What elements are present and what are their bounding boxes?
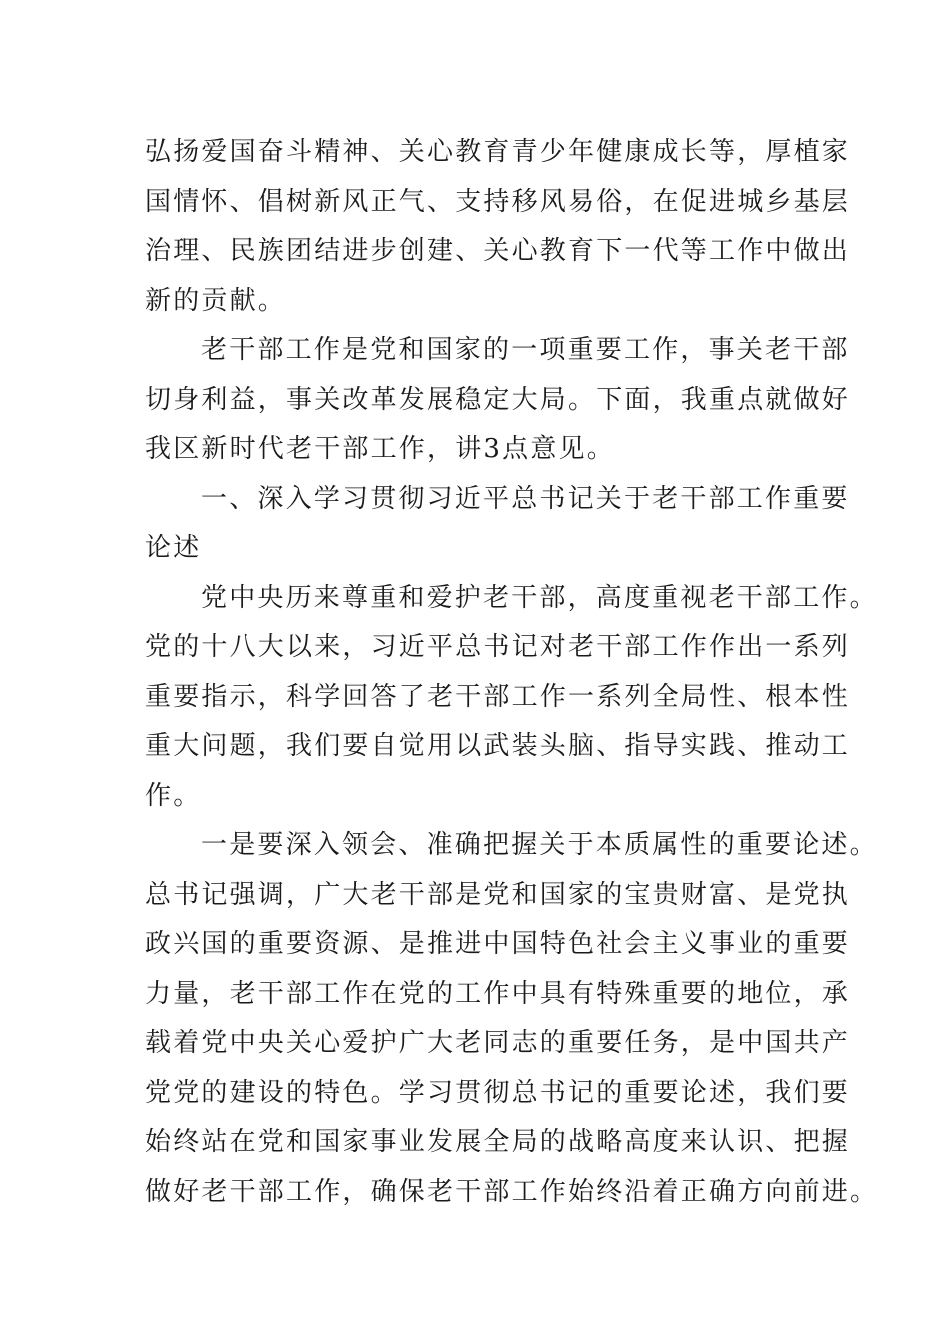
- section-heading-1: [145, 475, 850, 574]
- text-line: 一、深入学习贯彻习近平总书记关于老干部工作重要: [201, 483, 850, 514]
- paragraph-4: [145, 821, 879, 1217]
- text-line: 老干部工作是党和国家的一项重要工作，事关老干部: [201, 335, 850, 365]
- text-line: 作。: [145, 780, 202, 811]
- text-line: 我区新时代老干部工作，讲3点意见。: [145, 434, 615, 464]
- document-body: [145, 128, 879, 1217]
- text-line: 始终站在党和国家事业发展全局的战略高度来认识、把握: [145, 1127, 851, 1157]
- text-line: 党的十八大以来，习近平总书记对老干部工作作出一系列: [145, 632, 851, 662]
- text-line: 切身利益，事关改革发展稳定大局。下面，我重点就做好: [145, 384, 851, 415]
- paragraph-2: [145, 326, 851, 475]
- text-line: 弘扬爱国奋斗精神、关心教育青少年健康成长等，厚植家: [145, 137, 851, 167]
- text-line: 重要指示，科学回答了老干部工作一系列全局性、根本性: [145, 681, 851, 712]
- text-line: 一是要深入领会、准确把握关于本质属性的重要论述。: [201, 830, 878, 860]
- text-line: 总书记强调，广大老干部是党和国家的宝贵财富、是党执: [145, 879, 851, 910]
- text-line: 政兴国的重要资源、是推进中国特色社会主义事业的重要: [145, 929, 851, 959]
- paragraph-3: [145, 574, 878, 822]
- text-line: 重大问题，我们要自觉用以武装头脑、指导实践、推动工: [145, 731, 851, 761]
- text-line: 党中央历来尊重和爱护老干部，高度重视老干部工作。: [201, 582, 878, 613]
- text-line: 国情怀、倡树新风正气、支持移风易俗，在促进城乡基层: [145, 186, 851, 217]
- text-line: 新的贡献。: [145, 285, 287, 316]
- text-line: 载着党中央关心爱护广大老同志的重要任务，是中国共产: [145, 1028, 851, 1058]
- paragraph-1: [145, 128, 851, 326]
- text-line: 论述: [145, 533, 202, 563]
- text-line: 治理、民族团结进步创建、关心教育下一代等工作中做出: [145, 236, 851, 266]
- text-line: 党党的建设的特色。学习贯彻总书记的重要论述，我们要: [145, 1077, 851, 1108]
- text-line: 做好老干部工作，确保老干部工作始终沿着正确方向前进。: [145, 1176, 879, 1207]
- text-line: 力量，老干部工作在党的工作中具有特殊重要的地位，承: [145, 978, 851, 1009]
